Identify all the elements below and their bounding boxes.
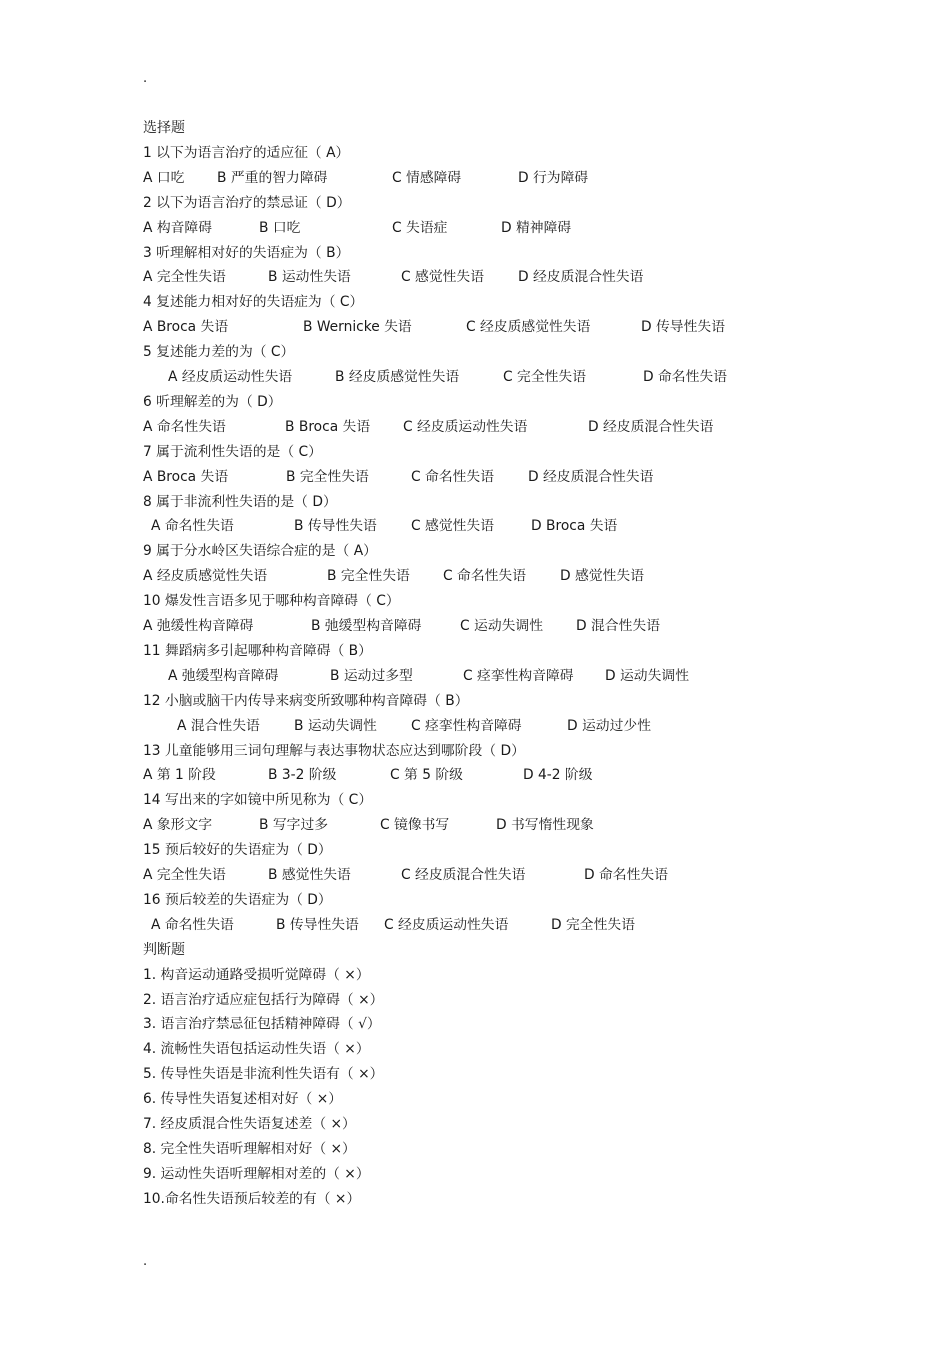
answer-option: A Broca 失语 bbox=[143, 319, 229, 336]
answer-option: C 命名性失语 bbox=[411, 468, 495, 485]
answer-option: A 命名性失语 bbox=[151, 518, 234, 535]
judgment-item: 1. 构音运动通路受损听觉障碍（ ×） bbox=[143, 966, 370, 983]
answer-option: A 混合性失语 bbox=[177, 717, 260, 734]
answer-option: B 经皮质感觉性失语 bbox=[335, 369, 460, 385]
question-stem: 14 写出来的字如镜中所见称为（ C） bbox=[143, 792, 373, 809]
answer-option: A 命名性失语 bbox=[143, 418, 226, 435]
answer-option: C 经皮质感觉性失语 bbox=[466, 319, 591, 336]
question-stem: 16 预后较差的失语症为（ D） bbox=[143, 891, 332, 908]
answer-option: A 经皮质感觉性失语 bbox=[143, 568, 268, 585]
answer-option: C 痉挛性构音障碍 bbox=[463, 667, 574, 684]
answer-option: D 行为障碍 bbox=[518, 169, 589, 186]
answer-option: D 4-2 阶级 bbox=[523, 767, 593, 784]
answer-option: D 感觉性失语 bbox=[560, 568, 644, 585]
answer-option: B Wernicke 失语 bbox=[303, 319, 412, 336]
answer-option: D 命名性失语 bbox=[643, 369, 727, 385]
answer-option: A 经皮质运动性失语 bbox=[168, 369, 293, 385]
judgment-item: 10.命名性失语预后较差的有（ ×） bbox=[143, 1190, 361, 1207]
answer-option: C 感觉性失语 bbox=[411, 518, 495, 535]
answer-option: C 失语症 bbox=[392, 219, 448, 236]
answer-option: B 完全性失语 bbox=[327, 568, 410, 585]
answer-option: B 口吃 bbox=[259, 219, 301, 236]
answer-option: C 情感障碍 bbox=[392, 169, 462, 186]
answer-option: D Broca 失语 bbox=[531, 518, 618, 535]
answer-option: B 写字过多 bbox=[259, 817, 329, 834]
judgment-item: 6. 传导性失语复述相对好（ ×） bbox=[143, 1091, 343, 1108]
answer-option: D 运动失调性 bbox=[605, 667, 689, 684]
answer-option: C 经皮质运动性失语 bbox=[403, 418, 528, 435]
answer-option: D 经皮质混合性失语 bbox=[518, 269, 644, 286]
answer-option: C 经皮质混合性失语 bbox=[401, 867, 526, 883]
answer-option: D 运动过少性 bbox=[567, 717, 651, 734]
answer-option: B 运动性失语 bbox=[268, 269, 351, 286]
answer-option: B 传导性失语 bbox=[294, 518, 377, 535]
question-stem: 2 以下为语言治疗的禁忌证（ D） bbox=[143, 194, 351, 211]
question-stem: 6 听理解差的为（ D） bbox=[143, 393, 282, 410]
answer-option: B 运动过多型 bbox=[330, 667, 413, 684]
answer-option: C 命名性失语 bbox=[443, 568, 527, 585]
answer-option: B 弛缓型构音障碍 bbox=[311, 618, 422, 634]
judgment-item: 3. 语言治疗禁忌征包括精神障碍（ √） bbox=[143, 1016, 381, 1033]
answer-option: A 口吃 bbox=[143, 169, 185, 186]
answer-option: D 传导性失语 bbox=[641, 319, 725, 336]
question-stem: 10 爆发性言语多见于哪种构音障碍（ C） bbox=[143, 593, 400, 610]
question-stem: 12 小脑或脑干内传导来病变所致哪种构音障碍（ B） bbox=[143, 692, 469, 709]
answer-option: C 运动失调性 bbox=[460, 618, 544, 634]
answer-option: D 完全性失语 bbox=[551, 916, 635, 933]
judgment-item: 9. 运动性失语听理解相对差的（ ×） bbox=[143, 1165, 370, 1182]
question-stem: 8 属于非流利性失语的是（ D） bbox=[143, 493, 337, 510]
answer-option: C 痉挛性构音障碍 bbox=[411, 717, 522, 734]
answer-option: D 命名性失语 bbox=[584, 867, 668, 883]
answer-option: B Broca 失语 bbox=[285, 418, 371, 435]
question-stem: 9 属于分水岭区失语综合症的是（ A） bbox=[143, 543, 377, 560]
judgment-item: 5. 传导性失语是非流利性失语有（ ×） bbox=[143, 1066, 384, 1083]
question-stem: 7 属于流利性失语的是（ C） bbox=[143, 443, 322, 460]
section-title: 判断题 bbox=[143, 941, 185, 958]
answer-option: C 感觉性失语 bbox=[401, 269, 485, 286]
answer-option: C 第 5 阶级 bbox=[390, 767, 463, 784]
answer-option: B 运动失调性 bbox=[294, 717, 377, 734]
answer-option: C 经皮质运动性失语 bbox=[384, 916, 509, 933]
answer-option: A 完全性失语 bbox=[143, 867, 226, 883]
question-stem: 1 以下为语言治疗的适应征（ A） bbox=[143, 144, 350, 161]
answer-option: A 第 1 阶段 bbox=[143, 767, 216, 784]
question-stem: 3 听理解相对好的失语症为（ B） bbox=[143, 244, 350, 261]
answer-option: D 混合性失语 bbox=[576, 618, 660, 634]
question-stem: 15 预后较好的失语症为（ D） bbox=[143, 842, 332, 859]
footer-mark: . bbox=[143, 1254, 148, 1269]
judgment-item: 4. 流畅性失语包括运动性失语（ ×） bbox=[143, 1041, 370, 1058]
question-stem: 11 舞蹈病多引起哪种构音障碍（ B） bbox=[143, 642, 372, 659]
answer-option: D 经皮质混合性失语 bbox=[588, 418, 714, 435]
answer-option: A 构音障碍 bbox=[143, 219, 213, 236]
question-stem: 13 儿童能够用三词句理解与表达事物状态应达到哪阶段（ D） bbox=[143, 742, 525, 759]
answer-option: A 完全性失语 bbox=[143, 269, 226, 286]
answer-option: A 象形文字 bbox=[143, 817, 213, 834]
judgment-item: 7. 经皮质混合性失语复述差（ ×） bbox=[143, 1116, 356, 1132]
answer-option: D 精神障碍 bbox=[501, 219, 572, 236]
question-stem: 5 复述能力差的为（ C） bbox=[143, 344, 295, 361]
judgment-item: 2. 语言治疗适应症包括行为障碍（ ×） bbox=[143, 991, 384, 1008]
answer-option: B 严重的智力障碍 bbox=[217, 169, 328, 186]
answer-option: B 3-2 阶级 bbox=[268, 767, 337, 784]
answer-option: C 镜像书写 bbox=[380, 817, 450, 834]
answer-option: A Broca 失语 bbox=[143, 468, 229, 485]
answer-option: A 命名性失语 bbox=[151, 916, 234, 933]
answer-option: B 感觉性失语 bbox=[268, 867, 351, 883]
section-title: 选择题 bbox=[143, 120, 185, 136]
answer-option: B 传导性失语 bbox=[276, 916, 359, 933]
answer-option: A 弛缓型构音障碍 bbox=[168, 667, 279, 684]
answer-option: C 完全性失语 bbox=[503, 369, 587, 385]
answer-option: D 书写惰性现象 bbox=[496, 817, 594, 834]
answer-option: D 经皮质混合性失语 bbox=[528, 468, 654, 485]
header-mark: . bbox=[143, 71, 148, 86]
judgment-item: 8. 完全性失语听理解相对好（ ×） bbox=[143, 1140, 356, 1157]
question-stem: 4 复述能力相对好的失语症为（ C） bbox=[143, 294, 364, 311]
answer-option: B 完全性失语 bbox=[286, 468, 369, 485]
answer-option: A 弛缓性构音障碍 bbox=[143, 618, 254, 634]
